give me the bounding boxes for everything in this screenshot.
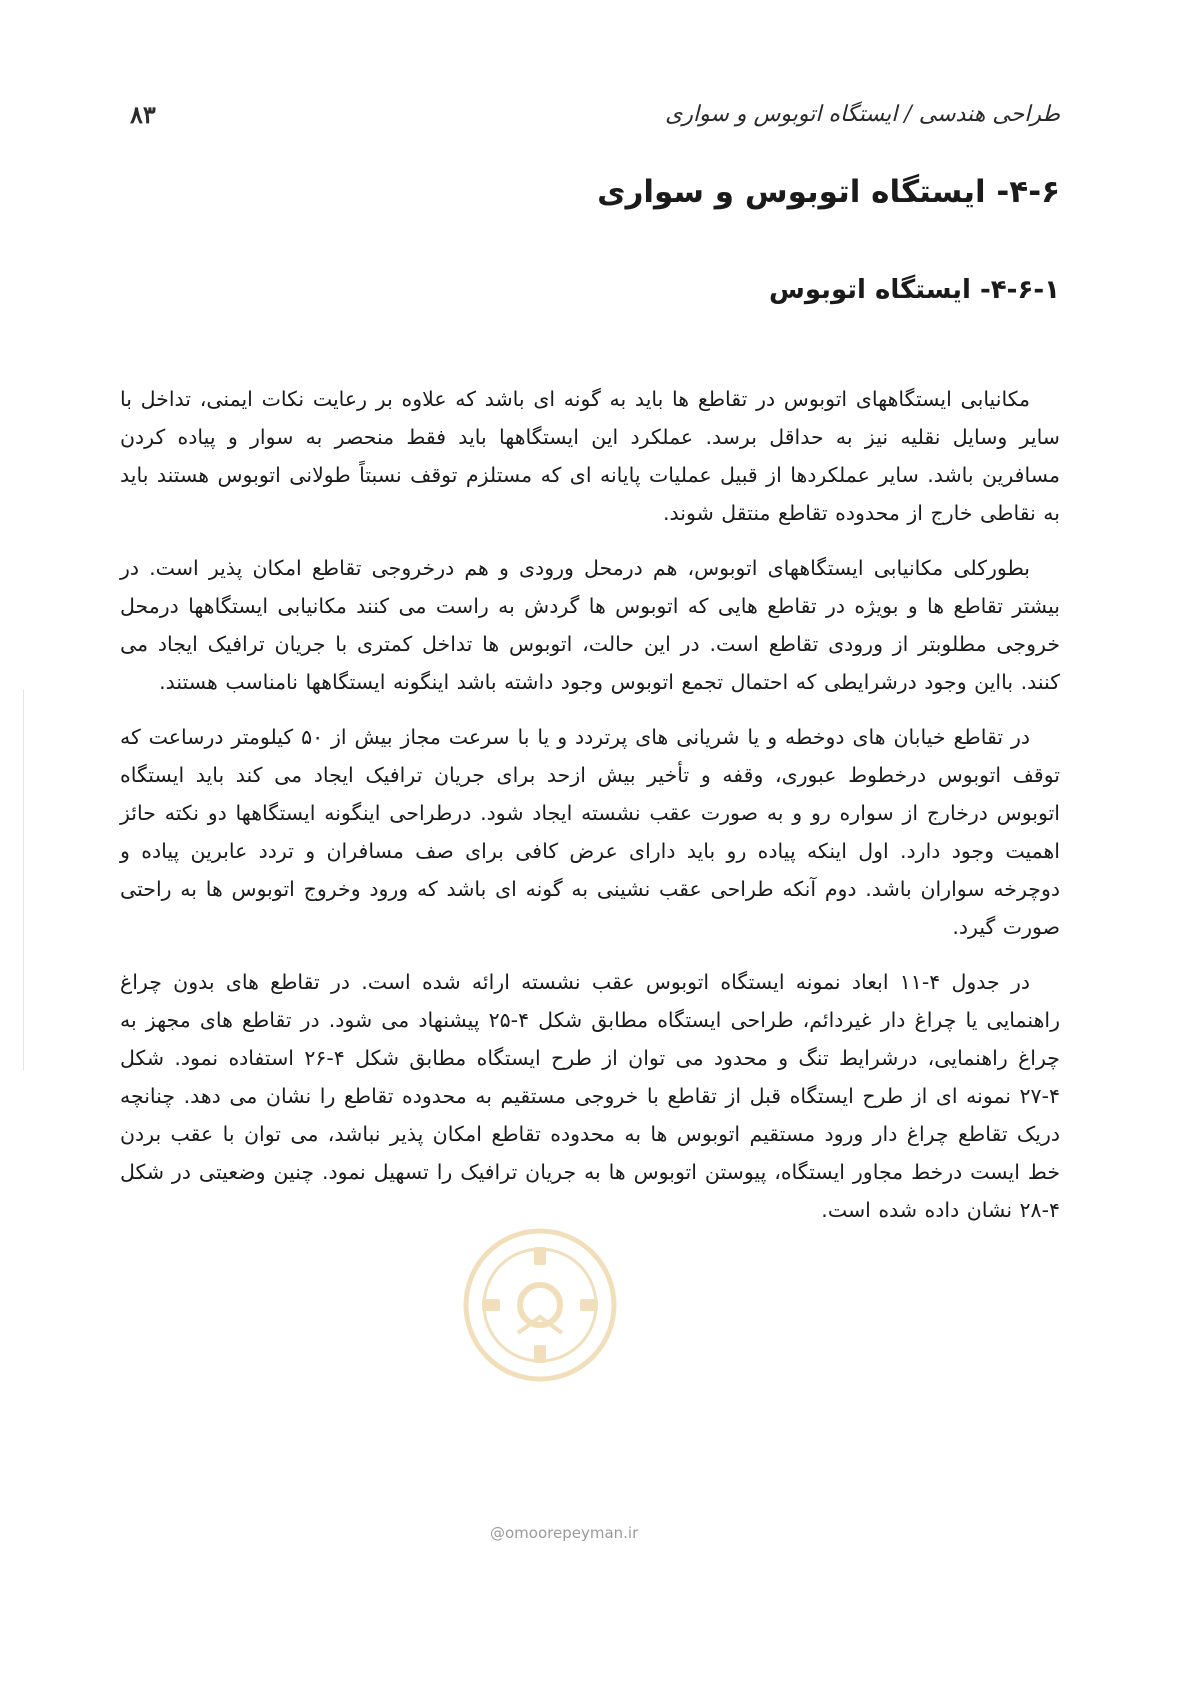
paragraph-2: بطورکلی مکانیابی ایستگاههای اتوبوس، هم درمحل ورودی و هم درخروجی تقاطع امکان پذیر است. در بیشتر تقاطع ها و بویژه در تقاطع هایی که اتوبوس ها گردش به راست می کنند مکانیابی ایستگاهها درمحل خروجی مطلوبتر از ورودی تقاطع است. در این حالت، اتوبوس ها تداخل کمتری با جریان ترافیک ایجاد می کنند. بااین وجود درشرایطی که احتمال تجمع اتوبوس وجود داشته باشد اینگونه ایستگاهها نامناسب هستند. bbox=[120, 556, 1060, 694]
section-title: ۴-۶- ایستگاه اتوبوس و سواری bbox=[597, 174, 1060, 210]
publisher-seal-icon bbox=[460, 1225, 620, 1385]
paragraph-4: در جدول ۴-۱۱ ابعاد نمونه ایستگاه اتوبوس عقب نشسته ارائه شده است. در تقاطع های بدون چراغ راهنمایی یا چراغ دار غیردائم، طراحی ایستگاه مطابق شکل ۴-۲۵ پیشنهاد می شود. در تقاطع های مجهز به چراغ راهنمایی، درشرایط تنگ و محدود می توان از طرح ایستگاه مطابق شکل ۴-۲۶ استفاده نمود. شکل ۴-۲۷ نمونه ای از طرح ایستگاه قبل از تقاطع با خروجی مستقیم به محدوده تقاطع را نشان می دهد. چنانچه دریک تقاطع چراغ دار ورود مستقیم اتوبوس ها به محدوده تقاطع امکان پذیر نباشد، می توان با عقب بردن خط ایست درخط مجاور ایستگاه، پیوستن اتوبوس ها به جریان ترافیک را تسهیل نمود. چنین وضعیتی در شکل ۴-۲۸ نشان داده شده است. bbox=[120, 970, 1060, 1222]
paragraph-3: در تقاطع خیابان های دوخطه و یا شریانی های پرتردد و یا با سرعت مجاز بیش از ۵۰ کیلومتر درساعت که توقف اتوبوس درخطوط عبوری، وقفه و تأخیر بیش ازحد برای جریان ترافیک ایجاد می کند باید ایستگاه اتوبوس درخارج از سواره رو و به صورت عقب نشسته ایجاد شود. درطراحی اینگونه ایستگاهها دو نکته حائز اهمیت وجود دارد. اول اینکه پیاده رو باید دارای عرض کافی برای صف مسافران و تردد عابرین پیاده و دوچرخه سواران باشد. دوم آنکه طراحی عقب نشینی به گونه ای باشد که ورود وخروج اتوبوس ها به راحتی صورت گیرد. bbox=[120, 725, 1060, 939]
running-title: طراحی هندسی / ایستگاه اتوبوس و سواری bbox=[665, 102, 1060, 127]
page-number: ۸۳ bbox=[130, 100, 156, 129]
scan-edge-line bbox=[23, 690, 24, 1070]
paragraph-1: مکانیابی ایستگاههای اتوبوس در تقاطع ها باید به گونه ای باشد که علاوه بر رعایت نکات ایمنی، تداخل با سایر وسایل نقلیه نیز به حداقل برسد. عملکرد این ایستگاهها باید فقط منحصر به سوار و پیاده کردن مسافرین باشد. سایر عملکردها از قبیل عملیات پایانه ای که مستلزم توقف نسبتاً طولانی اتوبوس هستند باید به نقاطی خارج از محدوده تقاطع منتقل شوند. bbox=[120, 387, 1060, 525]
subsection-title: ۴-۶-۱- ایستگاه اتوبوس bbox=[769, 275, 1060, 305]
watermark-url: @omoorepeyman.ir bbox=[490, 1524, 639, 1542]
running-header bbox=[130, 96, 1060, 136]
body-text bbox=[120, 380, 1060, 1246]
